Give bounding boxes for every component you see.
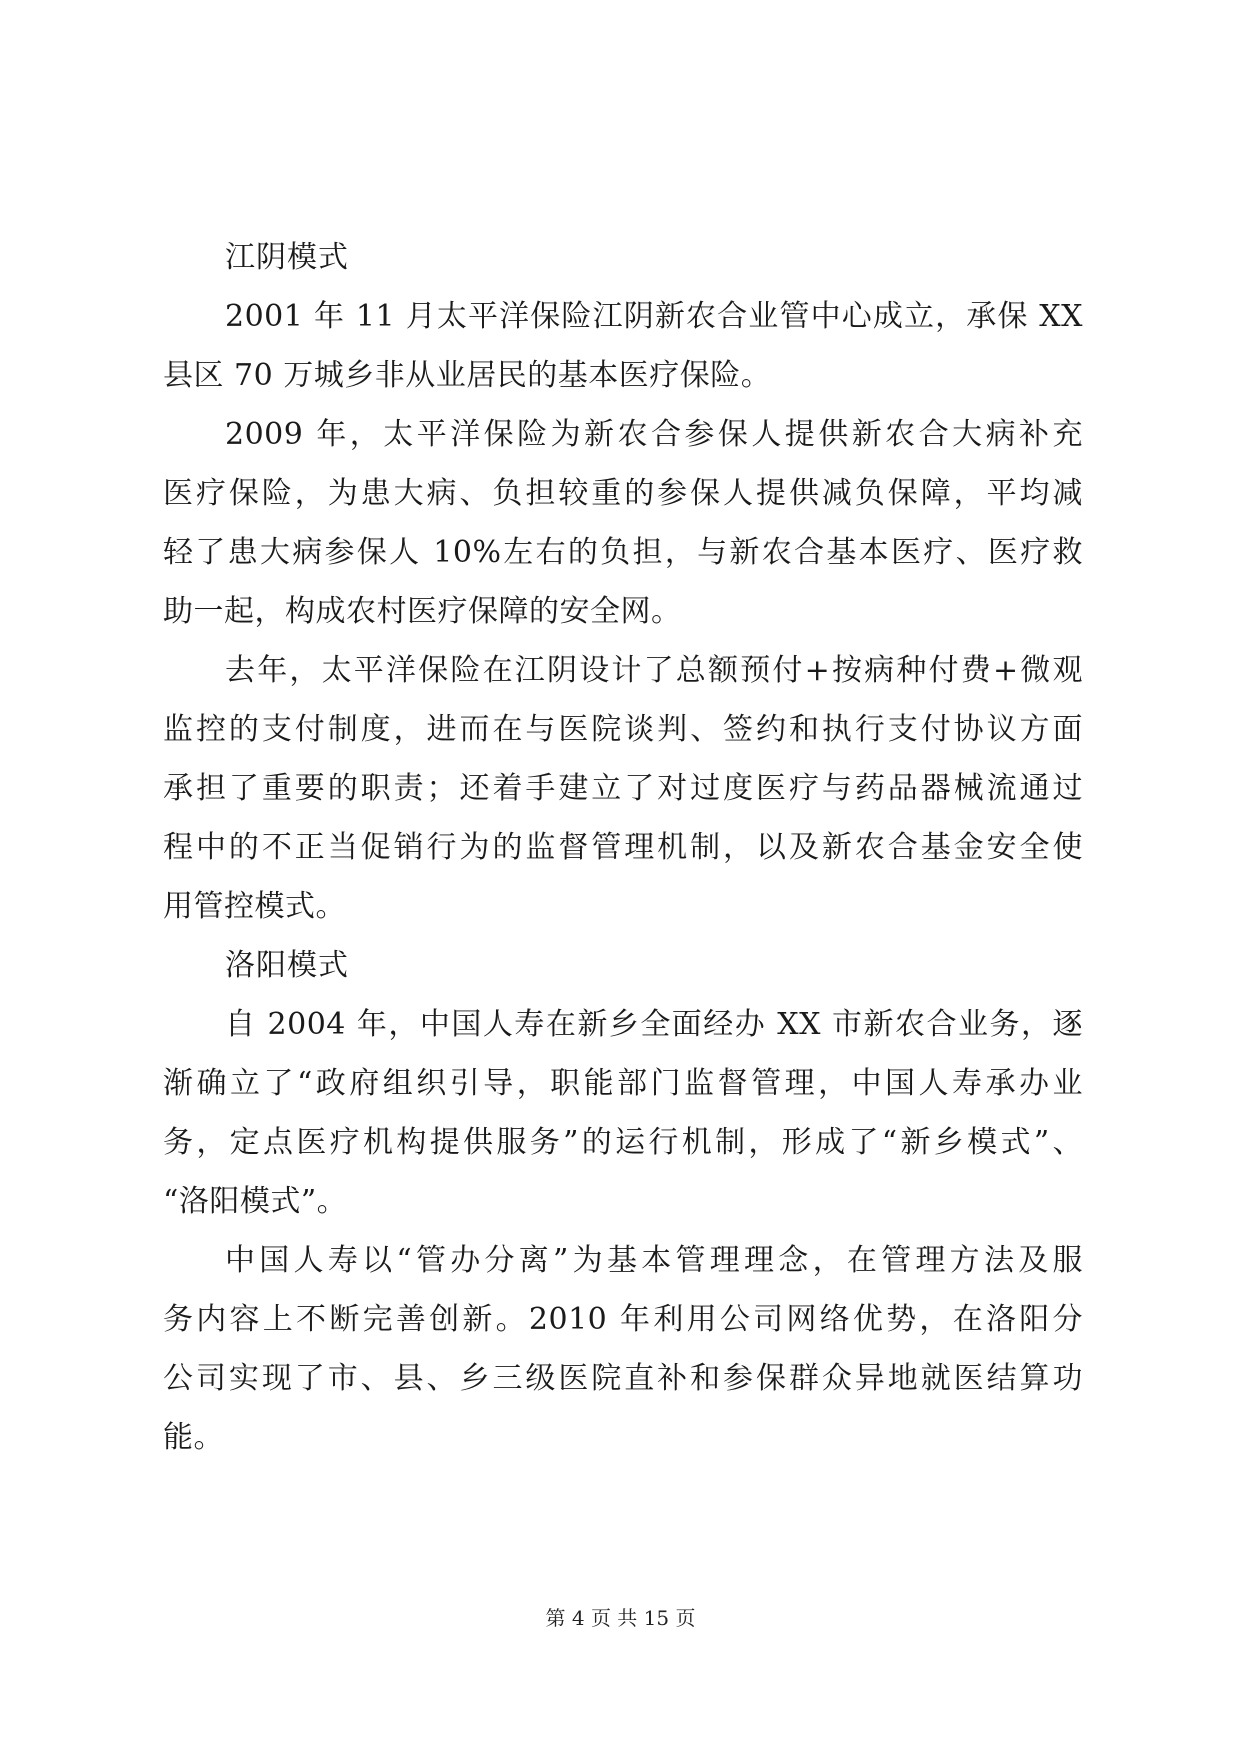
text-line: 程中的不正当促销行为的监督管理机制，以及新农合基金安全使 — [163, 830, 1083, 865]
section-heading: 洛阳模式 — [225, 948, 349, 983]
text-line: 承担了重要的职责；还着手建立了对过度医疗与药品器械流通过 — [163, 771, 1083, 806]
text-line: 助一起，构成农村医疗保障的安全网。 — [163, 594, 682, 629]
text-line: 自 2004 年，中国人寿在新乡全面经办 XX 市新农合业务，逐 — [225, 1007, 1083, 1042]
text-line: 监控的支付制度，进而在与医院谈判、签约和执行支付协议方面 — [163, 712, 1083, 747]
page-footer: 第 4 页 共 15 页 — [545, 1606, 696, 1630]
text-line: 县区 70 万城乡非从业居民的基本医疗保险。 — [163, 358, 772, 393]
text-line: 中国人寿以“管办分离”为基本管理理念，在管理方法及服 — [225, 1243, 1083, 1278]
text-line: 医疗保险，为患大病、负担较重的参保人提供减负保障，平均减 — [163, 476, 1083, 511]
document-body — [163, 228, 1083, 1467]
text-line: 务，定点医疗机构提供服务”的运行机制，形成了“新乡模式”、 — [163, 1125, 1083, 1160]
text-line: 公司实现了市、县、乡三级医院直补和参保群众异地就医结算功 — [163, 1361, 1083, 1396]
text-line: 渐确立了“政府组织引导，职能部门监督管理，中国人寿承办业 — [163, 1066, 1083, 1101]
text-line: 能。 — [163, 1420, 224, 1455]
paragraph — [163, 1231, 1083, 1467]
paragraph — [163, 287, 1083, 405]
text-line: 用管控模式。 — [163, 889, 346, 924]
paragraph — [163, 641, 1083, 936]
paragraph — [163, 995, 1083, 1231]
text-line: “洛阳模式”。 — [163, 1184, 348, 1219]
text-line: 去年，太平洋保险在江阴设计了总额预付+按病种付费+微观 — [225, 653, 1083, 688]
text-line: 2001 年 11 月太平洋保险江阴新农合业管中心成立，承保 XX — [225, 299, 1083, 334]
section-heading: 江阴模式 — [225, 240, 349, 275]
text-line: 务内容上不断完善创新。2010 年利用公司网络优势，在洛阳分 — [163, 1302, 1083, 1337]
paragraph — [163, 405, 1083, 641]
text-line: 轻了患大病参保人 10%左右的负担，与新农合基本医疗、医疗救 — [163, 535, 1083, 570]
text-line: 2009 年，太平洋保险为新农合参保人提供新农合大病补充 — [225, 417, 1083, 452]
